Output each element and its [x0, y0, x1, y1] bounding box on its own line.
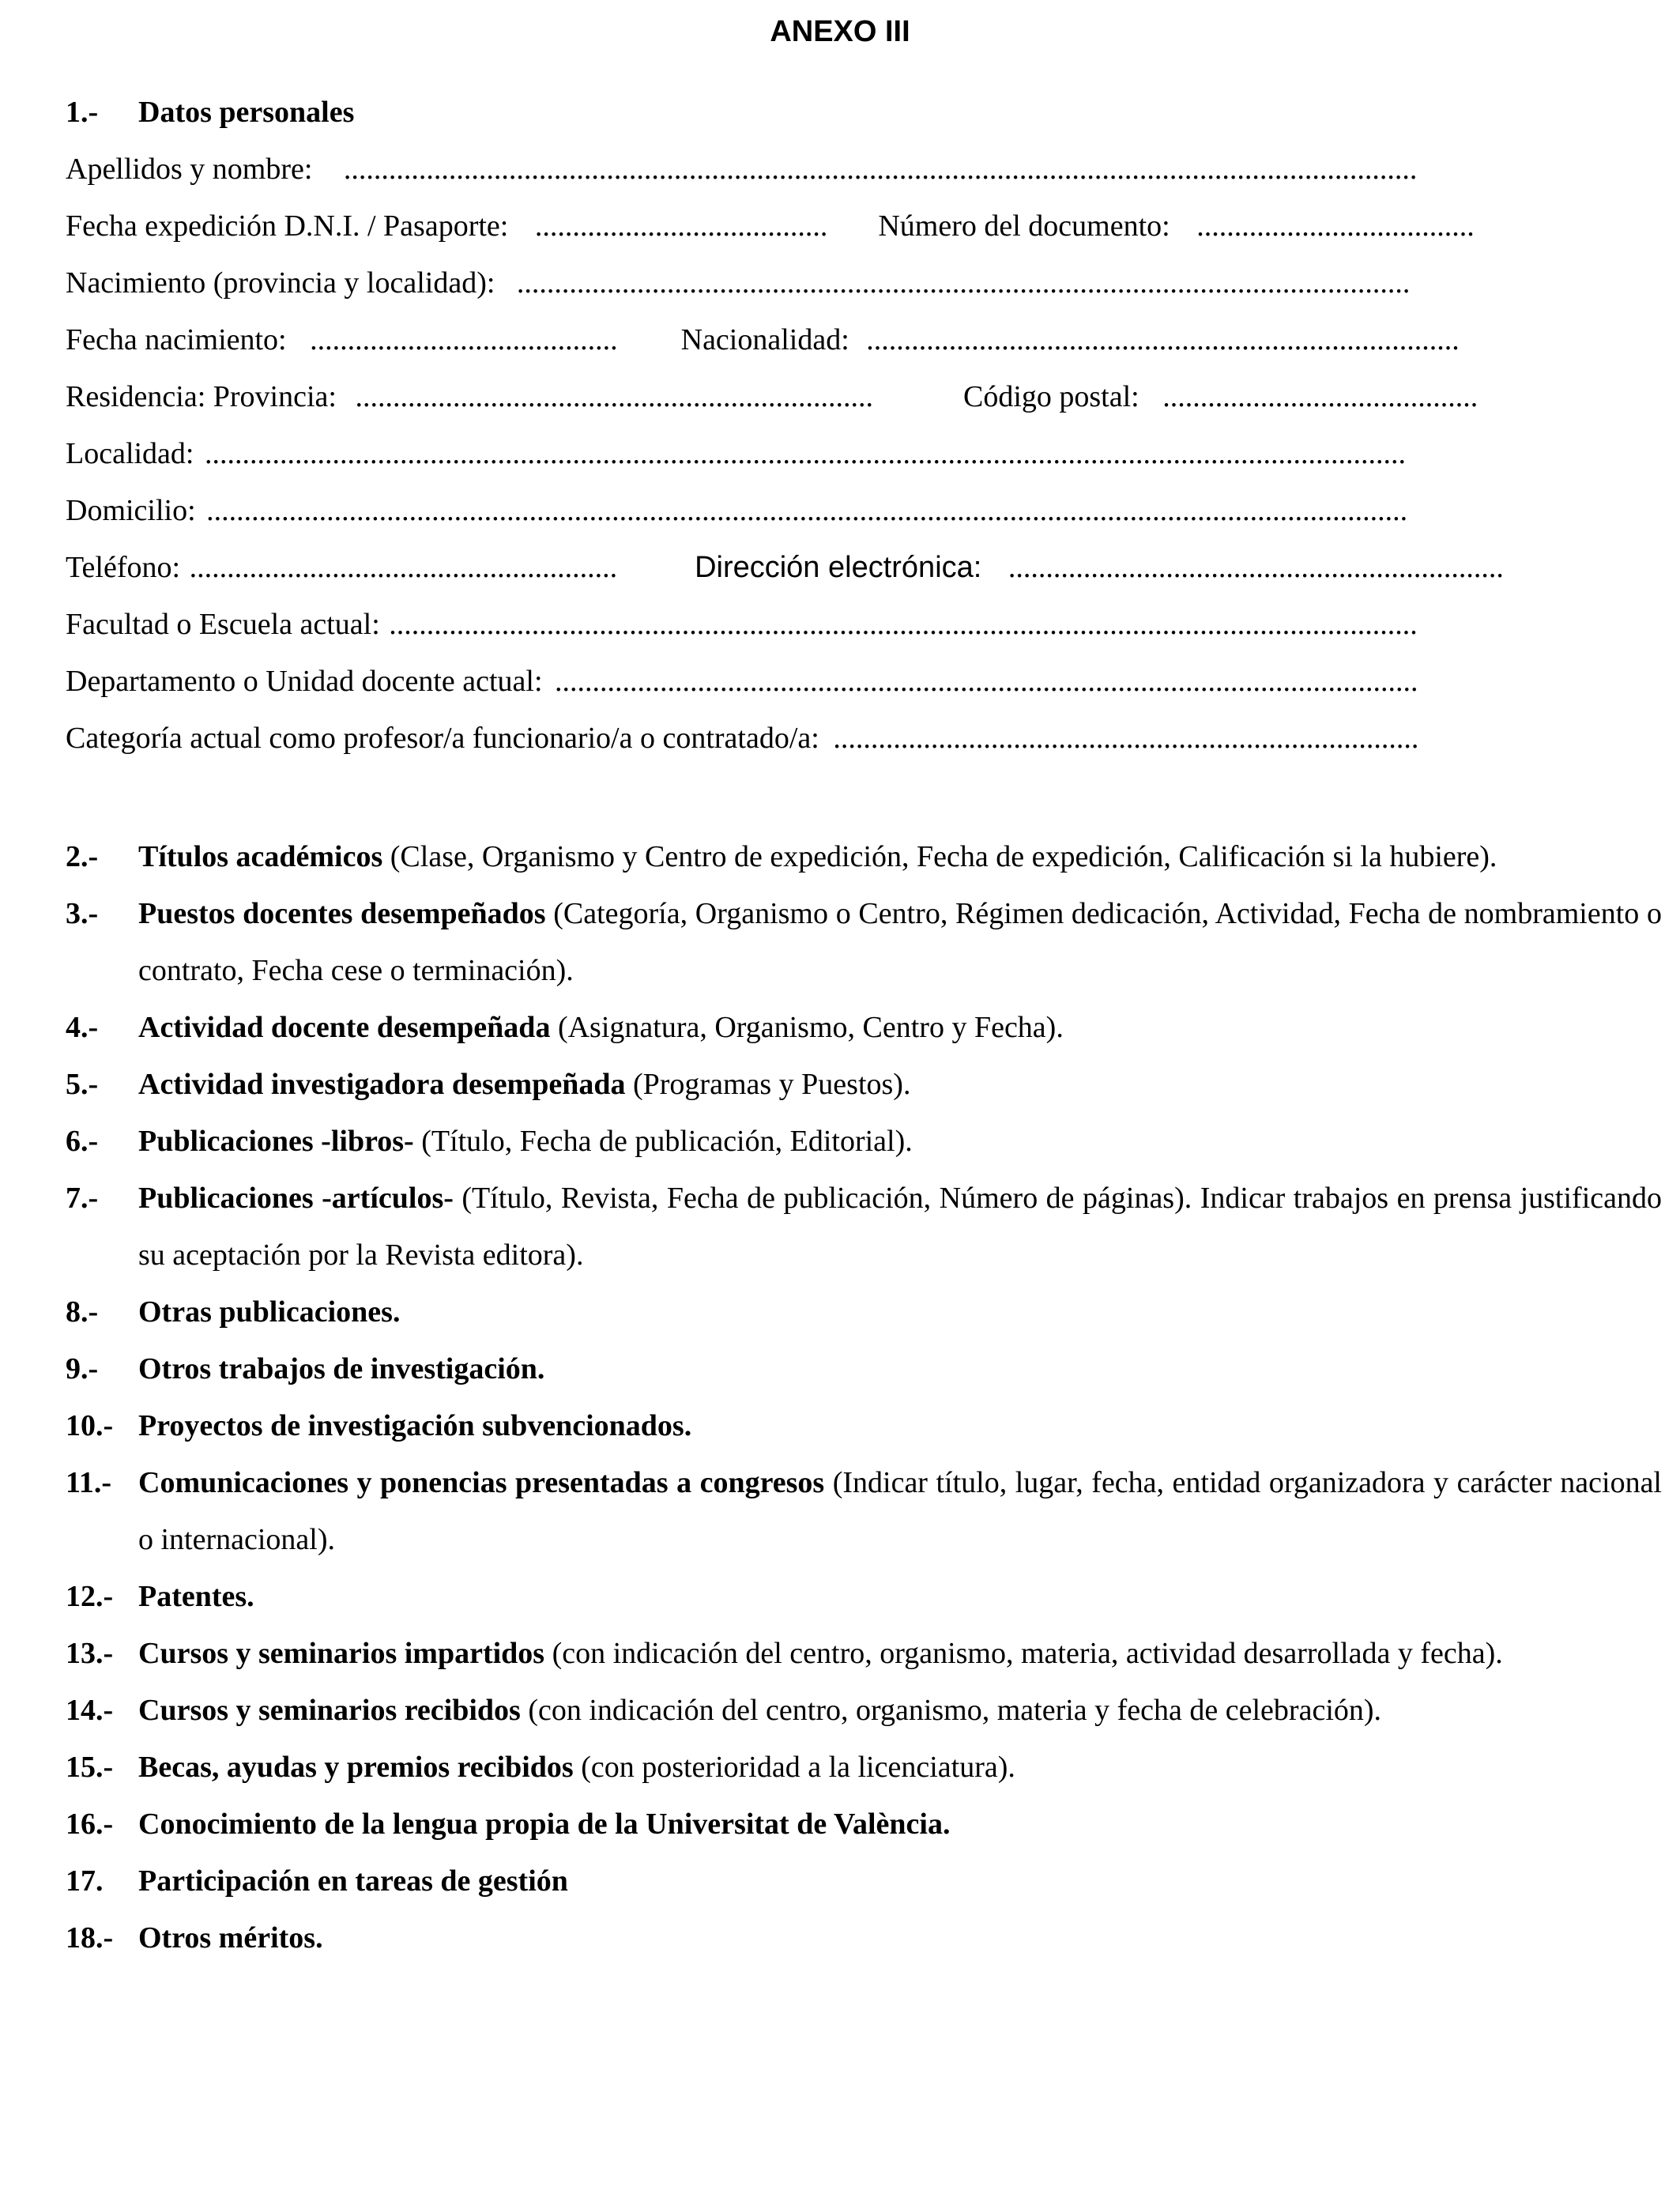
field-locality[interactable]: [66, 433, 1559, 474]
item-text: [138, 1454, 1662, 1568]
list-item: [66, 1853, 1662, 1909]
item-number: 11.-: [66, 1466, 112, 1499]
item-title: Patentes.: [138, 1580, 254, 1613]
field-label-2: Código postal:: [962, 380, 1139, 413]
item-title: Otros trabajos de investigación.: [138, 1352, 545, 1385]
item-text: [138, 1568, 1662, 1625]
item-number: 8.-: [66, 1295, 99, 1329]
field-label: Categoría actual como profesor/a funcionario/a o contratado/a:: [66, 722, 819, 755]
item-text: [138, 1682, 1662, 1739]
field-label: Fecha expedición D.N.I. / Pasaporte:: [66, 209, 509, 243]
document-title: ANEXO III: [770, 15, 910, 48]
field-dotted-line[interactable]: .........................................: [310, 323, 618, 356]
item-title: Cursos y seminarios impartidos: [138, 1637, 545, 1670]
field-label: Localidad:: [66, 437, 194, 470]
list-item: [66, 1796, 1662, 1853]
item-detail: (con indicación del centro, organismo, materia y fecha de celebración).: [520, 1694, 1382, 1727]
field-label: Domicilio:: [66, 494, 196, 527]
field-label-2: Dirección electrónica:: [695, 551, 982, 584]
list-item: [66, 1284, 1662, 1340]
item-detail: (Programas y Puestos).: [625, 1068, 911, 1101]
list-item: [66, 1113, 1662, 1170]
item-text: [138, 1796, 1662, 1853]
item-number: 2.-: [66, 840, 99, 873]
item-text: [138, 1284, 1662, 1340]
item-detail: (Asignatura, Organismo, Centro y Fecha).: [550, 1011, 1064, 1044]
field-department[interactable]: [66, 661, 1559, 702]
field-faculty[interactable]: [66, 604, 1559, 645]
field-name[interactable]: [66, 149, 1559, 190]
item-title: Puestos docentes desempeñados: [138, 897, 546, 930]
field-dotted-line[interactable]: .......................................................................................................................: [516, 266, 1411, 300]
field-category[interactable]: [66, 718, 1559, 759]
item-title: Publicaciones -libros-: [138, 1125, 414, 1158]
item-text: [138, 1397, 1662, 1454]
item-number: 4.-: [66, 1011, 99, 1044]
item-title: Participación en tareas de gestión: [138, 1864, 568, 1898]
field-label: Departamento o Unidad docente actual:: [66, 665, 543, 698]
field-dotted-line-2[interactable]: ..................................................................: [1008, 551, 1504, 584]
item-number: 7.-: [66, 1182, 99, 1215]
field-dotted-line[interactable]: ................................................................................................................................................................: [206, 494, 1408, 527]
item-detail: (Categoría, Organismo o Centro, Régimen dedicación, Actividad, Fecha de nombramiento o contrato, Fecha cese o terminación).: [138, 897, 1662, 987]
field-dotted-line[interactable]: ...................................................................................................................: [555, 665, 1418, 698]
item-number: 9.-: [66, 1352, 99, 1385]
item-text: [138, 1853, 1662, 1909]
item-detail: (Indicar título, lugar, fecha, entidad organizadora y carácter nacional o internacional).: [138, 1466, 1662, 1556]
item-detail: (con posterioridad a la licenciatura).: [573, 1751, 1015, 1784]
field-dotted-line[interactable]: .......................................: [534, 209, 828, 243]
field-residence-province[interactable]: [66, 376, 1559, 417]
field-address[interactable]: [66, 490, 1559, 531]
field-dotted-line[interactable]: ................................................................................................................................................................: [204, 437, 1406, 470]
field-dotted-line-2[interactable]: ..........................................: [1162, 380, 1478, 413]
field-birth-date[interactable]: [66, 319, 1559, 360]
item-title: Cursos y seminarios recibidos: [138, 1694, 521, 1727]
item-number: 6.-: [66, 1125, 99, 1158]
list-item: [66, 999, 1662, 1056]
item-detail: (Título, Revista, Fecha de publicación, Número de páginas). Indicar trabajos en prensa justificando su aceptación por la Revista editora).: [138, 1182, 1662, 1272]
field-label: Nacimiento (provincia y localidad):: [66, 266, 495, 300]
field-label: Facultad o Escuela actual:: [66, 608, 380, 641]
item-title: Publicaciones -artículos-: [138, 1182, 454, 1215]
list-item: [66, 1739, 1662, 1796]
item-title: Proyectos de investigación subvencionados.: [138, 1409, 692, 1442]
item-detail: (Clase, Organismo y Centro de expedición, Fecha de expedición, Calificación si la hubiere).: [382, 840, 1497, 873]
item-text: [138, 885, 1662, 999]
field-dotted-line[interactable]: .........................................................................................................................................: [389, 608, 1418, 641]
section-number: 1.-: [66, 96, 99, 129]
item-text: [138, 1113, 1662, 1170]
field-birthplace[interactable]: [66, 262, 1559, 303]
field-dotted-line[interactable]: .........................................................: [189, 551, 618, 584]
item-text: [138, 1340, 1662, 1397]
item-text: [138, 1909, 1662, 1966]
section-1-heading: [66, 92, 354, 133]
field-dotted-line-2[interactable]: ...............................................................................: [866, 323, 1460, 356]
item-title: Actividad docente desempeñada: [138, 1011, 551, 1044]
item-text: [138, 1739, 1662, 1796]
item-number: 13.-: [66, 1637, 114, 1670]
section-heading: Datos personales: [138, 96, 355, 129]
field-label: Fecha nacimiento:: [66, 323, 287, 356]
item-number: 17.: [66, 1864, 104, 1898]
field-label-2: Nacionalidad:: [680, 323, 849, 356]
item-number: 18.-: [66, 1921, 114, 1955]
field-dotted-line[interactable]: .....................................................................: [355, 380, 873, 413]
item-title: Títulos académicos: [138, 840, 383, 873]
item-title: Otras publicaciones.: [138, 1295, 401, 1329]
list-item: [66, 828, 1662, 885]
item-text: [138, 1170, 1662, 1284]
list-item: [66, 1909, 1662, 1966]
item-title: Comunicaciones y ponencias presentadas a congresos: [138, 1466, 825, 1499]
item-title: Conocimiento de la lengua propia de la Universitat de València.: [138, 1808, 951, 1841]
field-dotted-line[interactable]: ...............................................................................................................................................: [343, 153, 1418, 186]
item-title: Becas, ayudas y premios recibidos: [138, 1751, 574, 1784]
item-title: Otros méritos.: [138, 1921, 323, 1955]
item-detail: (con indicación del centro, organismo, materia, actividad desarrollada y fecha).: [544, 1637, 1503, 1670]
list-item: [66, 1340, 1662, 1397]
list-item: [66, 885, 1662, 999]
field-phone[interactable]: [66, 547, 1559, 588]
field-label: Teléfono:: [66, 551, 181, 584]
item-number: 15.-: [66, 1751, 114, 1784]
field-label: Apellidos y nombre:: [66, 153, 313, 186]
field-dotted-line[interactable]: ..............................................................................: [833, 722, 1419, 755]
field-dotted-line-2[interactable]: .....................................: [1196, 209, 1475, 243]
item-text: [138, 1625, 1662, 1682]
field-label: Residencia: Provincia:: [66, 380, 337, 413]
field-id-issue-date[interactable]: [66, 205, 1559, 247]
item-number: 16.-: [66, 1808, 114, 1841]
item-text: [138, 828, 1662, 885]
item-number: 14.-: [66, 1694, 114, 1727]
field-label-2: Número del documento:: [878, 209, 1170, 243]
item-title: Actividad investigadora desempeñada: [138, 1068, 626, 1101]
item-text: [138, 999, 1662, 1056]
list-item: [66, 1056, 1662, 1113]
item-text: [138, 1056, 1662, 1113]
list-item: [66, 1568, 1662, 1625]
item-detail: (Título, Fecha de publicación, Editorial).: [413, 1125, 913, 1158]
item-number: 12.-: [66, 1580, 114, 1613]
list-item: [66, 1682, 1662, 1739]
list-item: [66, 1625, 1662, 1682]
list-item: [66, 1397, 1662, 1454]
item-number: 10.-: [66, 1409, 114, 1442]
merit-sections-list: [66, 828, 1662, 1966]
item-number: 5.-: [66, 1068, 99, 1101]
item-number: 3.-: [66, 897, 99, 930]
list-item: [66, 1170, 1662, 1284]
list-item: [66, 1454, 1662, 1568]
